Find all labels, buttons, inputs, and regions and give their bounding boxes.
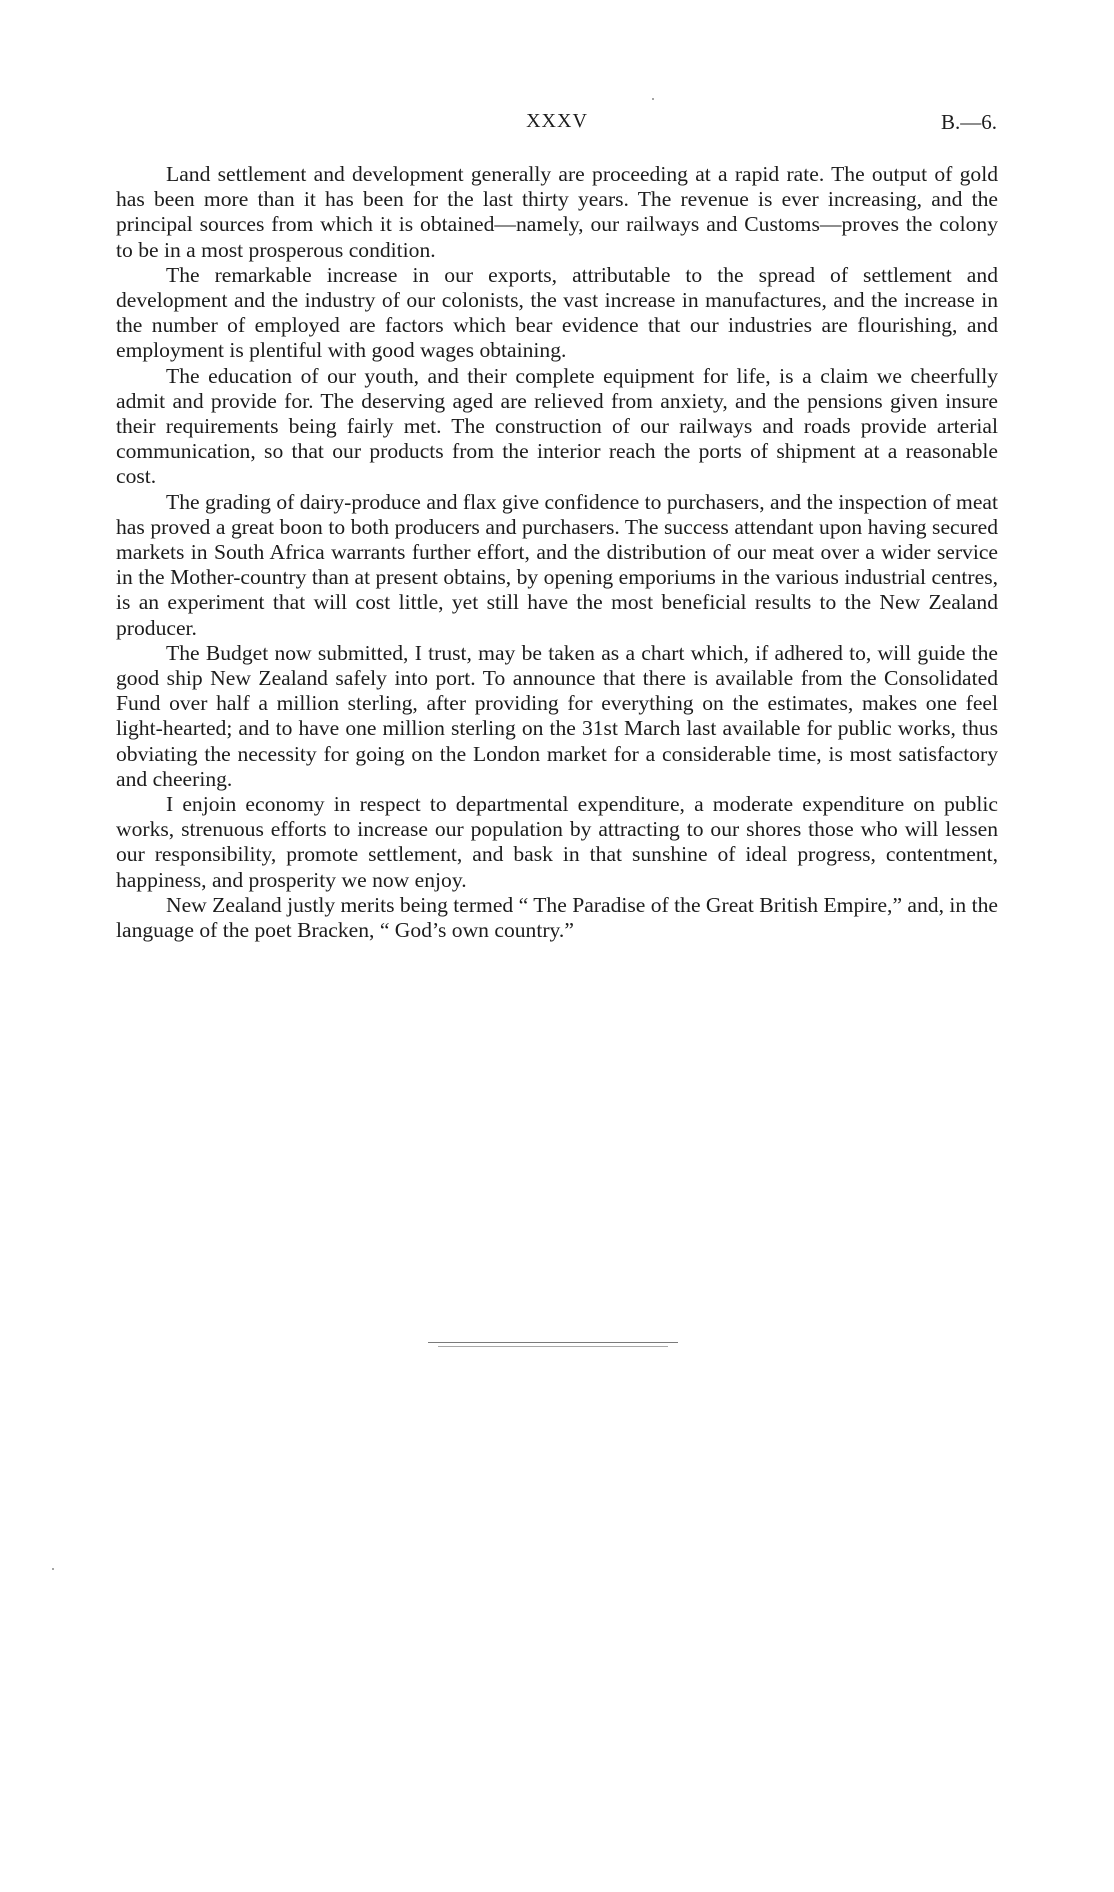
body-text — [116, 162, 998, 943]
print-speck — [52, 1568, 54, 1570]
paragraph-closing: New Zealand justly merits being termed “ The Paradise of the Great British Empire,” and, in the language of the poet Bracken, “ God’s own country.” — [116, 892, 998, 943]
paragraph-education: The education of our youth, and their complete equipment for life, is a claim we cheerfully admit and provide for. The deserving aged are relieved from anxiety, and the pensions given insure their requirements being fairly met. The construction of our railways and roads provide arterial communication, so that our products from the interior reach the ports of shipment at a reasonable cost. — [116, 363, 998, 489]
paragraph-grading: The grading of dairy-produce and flax give confidence to purchasers, and the inspection of meat has proved a great boon to both producers and purchasers. The success attendant upon having secured markets in South Africa warrants further effort, and the distribution of our meat over a wider service in the Mother-country than at present obtains, by opening emporiums in the various industrial centres, is an experiment that will cost little, yet still have the most beneficial results to the New Zealand producer. — [116, 489, 998, 640]
print-speck — [652, 98, 654, 100]
page-number: XXXV — [526, 110, 588, 132]
paragraph-exports: The remarkable increase in our exports, attributable to the spread of settlement and development and the industry of our colonists, the vast increase in manufactures, and the increase in the number of employed are factors which bear evidence that our industries are flourishing, and employment is plentiful with good wages obtaining. — [116, 262, 998, 363]
end-rule-divider — [428, 1342, 678, 1343]
document-reference: B.—6. — [940, 110, 997, 134]
paragraph-budget: The Budget now submitted, I trust, may be taken as a chart which, if adhered to, will guide the good ship New Zealand safely into port. To announce that there is available from the Consolidated Fund over half a million sterling, after providing for everything on the estimates, makes one feel light-hearted; and to have one million sterling on the 31st March last available for public works, thus obviating the necessity for going on the London market for a considerable time, is most satisfactory and cheering. — [116, 640, 998, 791]
page-header — [0, 110, 1114, 140]
paragraph-economy: I enjoin economy in respect to departmental expenditure, a moderate expenditure on public works, strenuous efforts to increase our population by attracting to our shores those who will lessen our responsibility, promote settlement, and bask in that sunshine of ideal progress, contentment, happiness, and prosperity we now enjoy. — [116, 792, 998, 892]
paragraph-land-settlement: Land settlement and development generally are proceeding at a rapid rate. The output of gold has been more than it has been for the last thirty years. The revenue is ever increasing, and the principal sources from which it is obtained—namely, our railways and Customs—proves the colony to be in a most prosperous condition. — [116, 162, 998, 262]
